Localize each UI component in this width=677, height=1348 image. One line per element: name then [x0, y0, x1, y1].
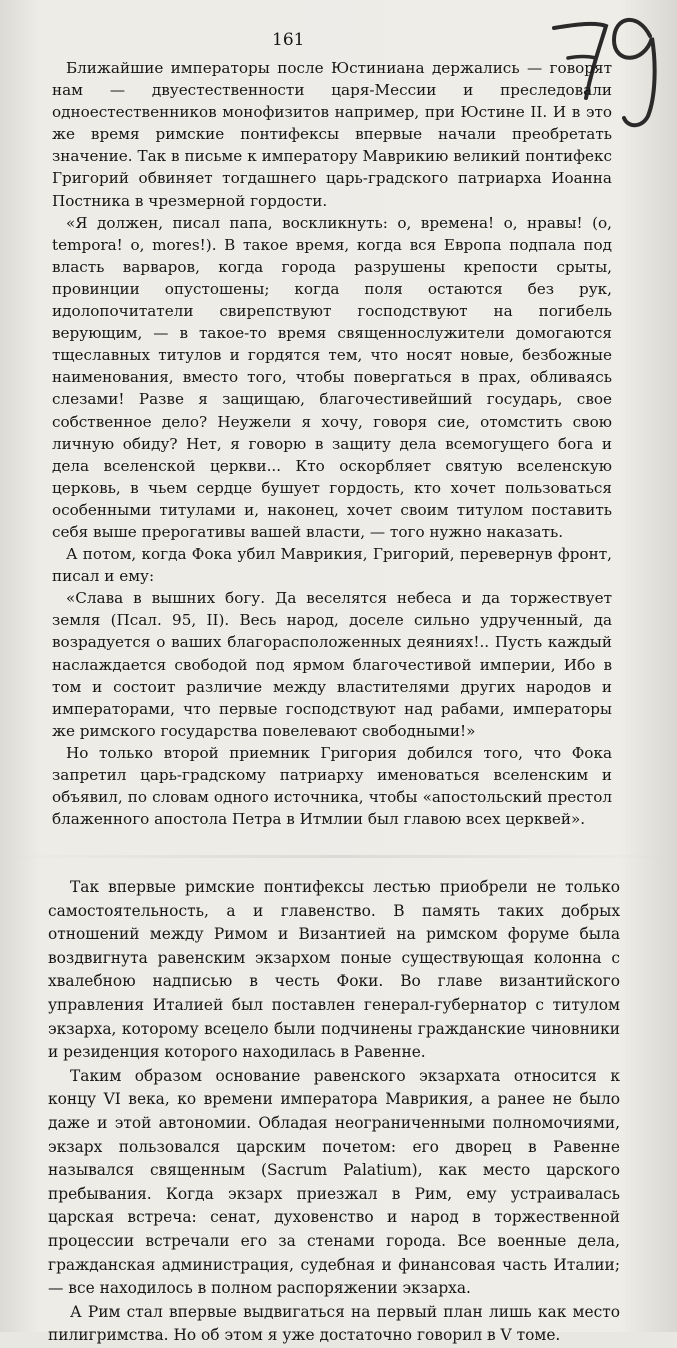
page-number: 161 [272, 30, 305, 50]
quote-paragraph: «Слава в вышних богу. Да веселятся небеса и да торжествует земля (Псал. 95, II). Весь народ, доселе сильно удрученный, да возрадуется о ваших благорасположенных деяниях!.. Пусть каждый наслаждается свободой под ярмом благочестивой империи, Ибо в том и состоит различие между властителями других народов и императорами, что первые господствуют над рабами, императоры же римского государства повелевают свободными!» [52, 589, 612, 740]
paragraph: А потом, когда Фока убил Маврикия, Григорий, перевернув фронт, писал и ему: [52, 545, 612, 586]
text-block-bottom [48, 876, 620, 1348]
paragraph: Так впервые римские понтифексы лестью приобрели не только самостоятельность, а и главенство. В память таких добрых отношений между Римом и Византией на римском форуме была воздвигнута равенским экзархом поные существующая колонна с хвалебною надписью в честь Фоки. Во главе византийского управления Италией был поставлен генерал-губернатор с титулом экзарха, которому всецело были подчинены гражданские чиновники и резиденция которого находилась в Равенне. [48, 878, 620, 1062]
quote-paragraph: «Я должен, писал папа, воскликнуть: о, времена! о, нравы! (o, tempora! o, mores!). В такое время, когда вся Европа подпала под власть варваров, когда города разрушены крепости срыты, провинции опустошены; когда поля остаются без рук, идолопочитатели свирепствуют господствуют на погибель верующим, — в такое-то время священнослужители домогаются тщеславных титулов и гордятся тем, что носят новые, безбожные наименования, вместо того, чтобы повергаться в прах, обливаясь слезами! Разве я защищаю, благочестивейший государь, свое собственное дело? Неужели я хочу, говоря сие, отомстить свою личную обиду? Нет, я говорю в защиту дела всемогущего бога и дела вселенской церкви... Кто оскорбляет святую вселенскую церковь, в чьем сердце бушует гордость, кто хочет пользоваться особенными титулами и, наконец, хочет своим титулом поставить себя выше прерогативы вашей власти, — того нужно наказать. [52, 213, 612, 541]
page-crease [0, 855, 677, 858]
text-block-top [52, 57, 612, 830]
paragraph: Но только второй приемник Григория добился того, что Фока запретил царь-градскому патриарху именоваться вселенским и объявил, по словам одного источника, чтобы «апостольский престол блаженного апостола Петра в Итмлии был главою всех церквей». [52, 743, 612, 829]
paragraph: Ближайшие императоры после Юстиниана держались — говорят нам — двуестественности царя-Мессии и преследовали одноестественников монофизитов например, при Юстине II. И в это же время римские понтифексы впервые начали преобретать значение. Так в письме к императору Маврикию великий понтифекс Григорий обвиняет тогдашнего царь-градского патриарха Иоанна Постника в чрезмерной гордости. [52, 59, 612, 210]
paragraph: А Рим стал впервые выдвигаться на первый план лишь как место пилигримства. Но об этом я уже достаточно говорил в V томе. [48, 1302, 620, 1345]
paragraph: Таким образом основание равенского экзархата относится к концу VI века, ко времени императора Маврикия, а ранее не было даже и этой автономии. Обладая неограниченными полномочиями, экзарх пользовался царским почетом: его дворец в Равенне назывался священным (Sacrum Palatium), как место царского пребывания. Когда экзарх приезжал в Рим, ему устраивалась царская встреча: сенат, духовенство и народ в торжественной процессии встречали его за стенами города. Все военные дела, гражданская администрация, судебная и финансовая часть Италии; — все находилось в полном распоряжении экзарха. [48, 1066, 620, 1298]
